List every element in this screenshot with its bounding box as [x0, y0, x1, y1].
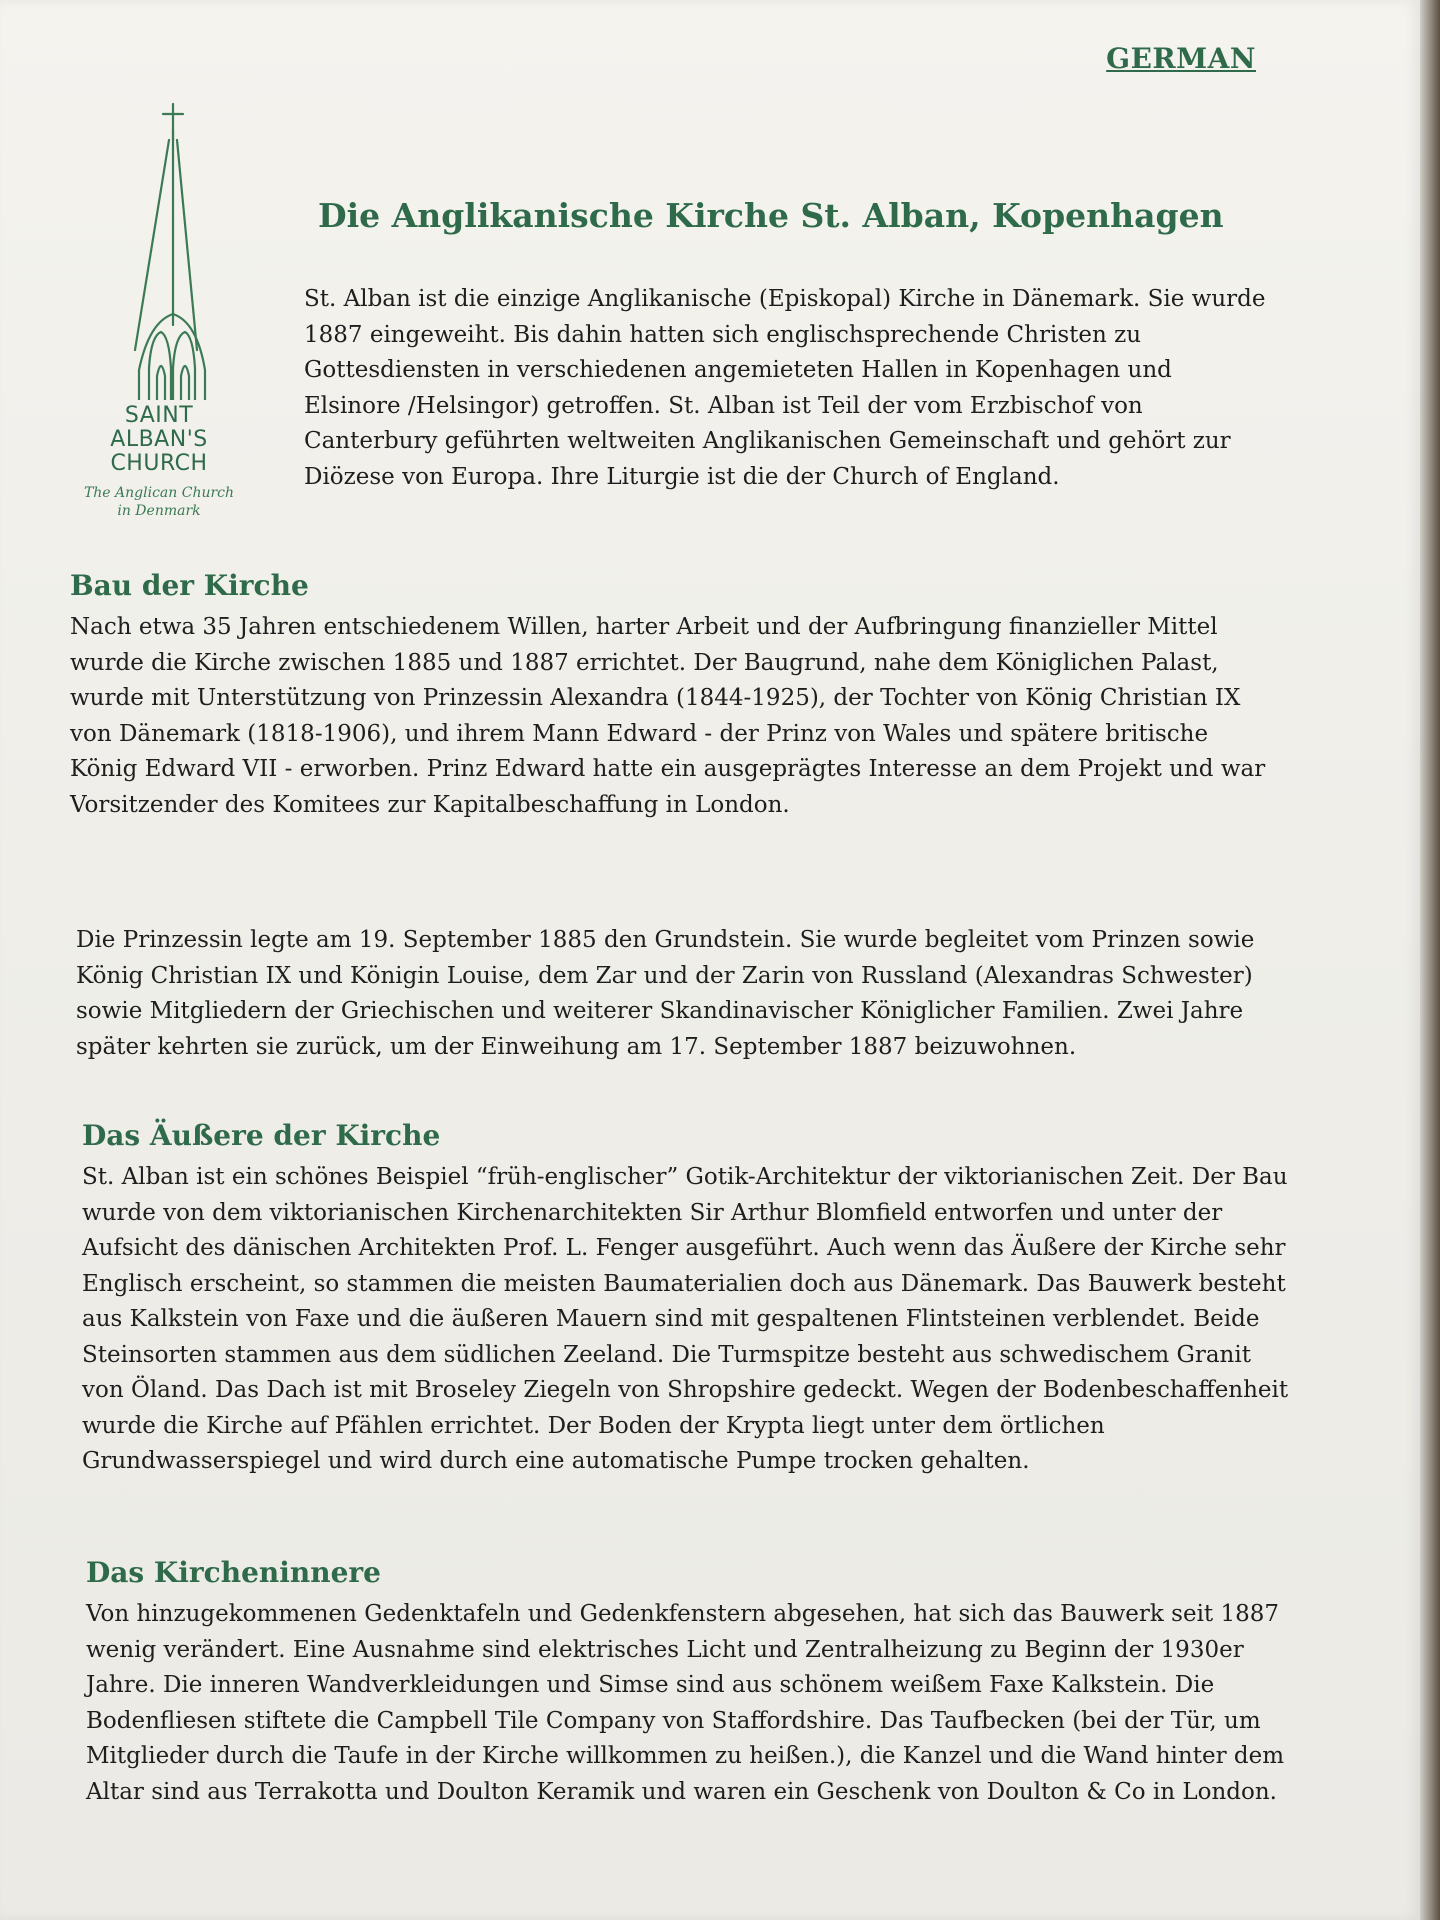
logo-name-line: CHURCH	[110, 451, 208, 476]
section-body: Von hinzugekommenen Gedenktafeln und Gedenkfenstern abgesehen, hat sich das Bauwerk seit 1887 wenig verändert. Eine Ausnahme sind elektrisches Licht und Zentralheizung zu Beginn der 1930er Jahre. Die inneren Wandverkleidungen und Simse sind aus schönem weißem Faxe Kalkstein. Die Bodenfliesen stiftete die Campbell Tile Company von Staffordshire. Das Taufbecken (bei der Tür, um Mitglieder durch die Taufe in der Kirche willkommen zu heißen.), die Kanzel und die Wand hinter dem Altar sind aus Terrakotta und Doulton Keramik und waren ein Geschenk von Doulton & Co in London.	[86, 1601, 1285, 1805]
section-body: Die Prinzessin legte am 19. September 1885 den Grundstein. Sie wurde begleitet vom Prinzen sowie König Christian IX und Königin Louise, dem Zar und der Zarin von Russland (Alexandras Schwester) sowie Mitgliedern der Griechischen und weiterer Skandinavischer Königlicher Familien. Zwei Jahre später kehrten sie zurück, um der Einweihung am 17. September 1887 beizuwohnen.	[76, 927, 1255, 1060]
section-construction	[70, 568, 1280, 823]
logo-name-line: SAINT	[124, 403, 194, 428]
section-body: Nach etwa 35 Jahren entschiedenem Willen, harter Arbeit und der Aufbringung finanzieller Mittel wurde die Kirche zwischen 1885 und 1887 errichtet. Der Baugrund, nahe dem Königlichen Palast, wurde mit Unterstützung von Prinzessin Alexandra (1844-1925), der Tochter von König Christian IX von Dänemark (1818-1906), und ihrem Mann Edward - der Prinz von Wales und spätere britische König Edward VII - erworben. Prinz Edward hatte ein ausgeprägtes Interesse an dem Projekt und war Vorsitzender des Komitees zur Kapitalbeschaffung in London.	[70, 614, 1266, 818]
page-title: Die Anglikanische Kirche St. Alban, Kopenhagen	[318, 196, 1224, 235]
language-label: GERMAN	[1106, 42, 1256, 75]
logo-name	[74, 404, 244, 476]
section-body: St. Alban ist ein schönes Beispiel “früh-englischer” Gotik-Architektur der viktorianischen Zeit. Der Bau wurde von dem viktorianischen Kirchenarchitekten Sir Arthur Blomfield entworfen und unter der Aufsicht des dänischen Architekten Prof. L. Fenger ausgeführt. Auch wenn das Äußere der Kirche sehr Englisch erscheint, so stammen die meisten Baumaterialien doch aus Dänemark. Das Bauwerk besteht aus Kalkstein von Faxe und die äußeren Mauern sind mit gespaltenen Flintsteinen verblendet. Beide Steinsorten stammen aus dem südlichen Zeeland. Die Turmspitze besteht aus schwedischem Granit von Öland. Das Dach ist mit Broseley Ziegeln von Shropshire gedeckt. Wegen der Bodenbeschaffenheit wurde die Kirche auf Pfählen errichtet. Der Boden der Krypta liegt unter dem örtlichen Grundwasserspiegel und wird durch eine automatische Pumpe trocken gehalten.	[82, 1164, 1289, 1474]
section-foundation-stone	[76, 923, 1286, 1065]
intro-paragraph: St. Alban ist die einzige Anglikanische (Episkopal) Kirche in Dänemark. Sie wurde 1887 eingeweiht. Bis dahin hatten sich englischsprechende Christen zu Gottesdiensten in verschiedenen angemieteten Hallen in Kopenhagen und Elsinore /Helsingor) getroffen. St. Alban ist Teil der vom Erzbischof von Canterbury geführten weltweiten Anglikanischen Gemeinschaft und gehört zur Diözese von Europa. Ihre Liturgie ist die der Church of England.	[304, 286, 1266, 490]
logo-subtitle-line: The Anglican Church	[83, 485, 235, 501]
section-heading: Das Kircheninnere	[86, 1556, 381, 1589]
church-spire-icon	[99, 100, 219, 400]
logo-subtitle	[74, 484, 244, 520]
logo-name-line: ALBAN'S	[110, 427, 208, 452]
logo-subtitle-line: in Denmark	[117, 503, 201, 519]
church-logo	[74, 100, 244, 530]
section-exterior	[82, 1118, 1292, 1480]
section-interior	[86, 1555, 1296, 1810]
panel-frame-edge	[1420, 0, 1440, 1920]
section-heading: Das Äußere der Kirche	[82, 1119, 441, 1152]
section-heading: Bau der Kirche	[70, 569, 309, 602]
